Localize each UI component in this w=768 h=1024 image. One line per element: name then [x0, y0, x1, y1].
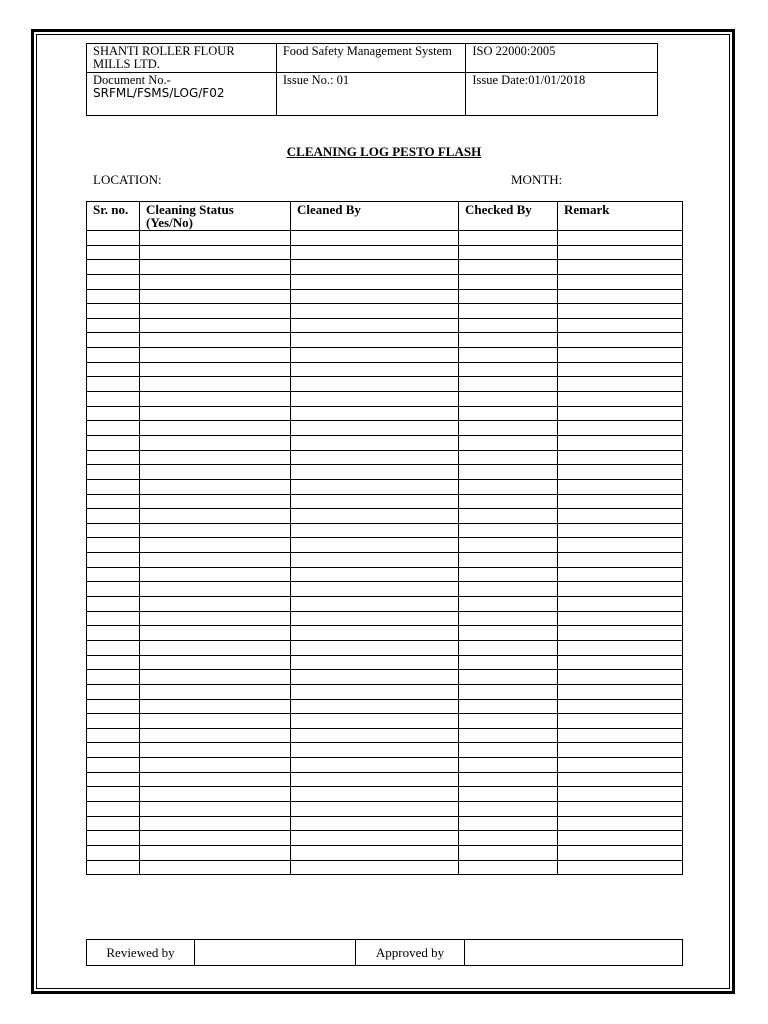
table-row	[87, 304, 683, 319]
table-cell[interactable]	[87, 728, 140, 743]
table-row	[87, 758, 683, 773]
table-cell[interactable]	[558, 684, 683, 699]
table-cell[interactable]	[558, 245, 683, 260]
table-cell[interactable]	[140, 509, 291, 524]
table-cell[interactable]	[140, 450, 291, 465]
table-cell[interactable]	[140, 553, 291, 568]
table-cell[interactable]	[558, 597, 683, 612]
table-cell[interactable]	[87, 772, 140, 787]
table-cell[interactable]	[558, 509, 683, 524]
table-cell[interactable]	[558, 274, 683, 289]
table-cell[interactable]	[140, 816, 291, 831]
table-cell[interactable]	[459, 274, 558, 289]
table-row	[87, 728, 683, 743]
issue-number: Issue No.: 01	[276, 73, 466, 116]
table-cell[interactable]	[291, 743, 459, 758]
table-cell[interactable]	[87, 787, 140, 802]
approval-table	[86, 939, 683, 966]
table-cell[interactable]	[459, 231, 558, 246]
table-cell[interactable]	[558, 845, 683, 860]
table-cell[interactable]	[140, 231, 291, 246]
table-cell[interactable]	[140, 523, 291, 538]
table-cell[interactable]	[87, 714, 140, 729]
table-row	[87, 699, 683, 714]
table-cell[interactable]	[140, 245, 291, 260]
table-cell[interactable]	[87, 289, 140, 304]
issue-date: Issue Date:01/01/2018	[466, 73, 658, 116]
table-cell[interactable]	[459, 406, 558, 421]
table-row	[87, 509, 683, 524]
table-cell[interactable]	[459, 860, 558, 875]
table-row	[87, 435, 683, 450]
table-cell[interactable]	[459, 801, 558, 816]
table-cell[interactable]	[558, 743, 683, 758]
table-cell[interactable]	[291, 494, 459, 509]
table-cell[interactable]	[140, 494, 291, 509]
table-cell[interactable]	[558, 816, 683, 831]
table-cell[interactable]	[87, 362, 140, 377]
table-cell[interactable]	[558, 699, 683, 714]
table-row	[87, 231, 683, 246]
table-cell[interactable]	[291, 304, 459, 319]
table-cell[interactable]	[87, 509, 140, 524]
table-cell[interactable]	[558, 640, 683, 655]
table-cell[interactable]	[558, 714, 683, 729]
table-cell[interactable]	[459, 640, 558, 655]
table-cell[interactable]	[558, 670, 683, 685]
column-header-checked-by: Checked By	[459, 202, 558, 231]
table-cell[interactable]	[459, 333, 558, 348]
table-cell[interactable]	[87, 626, 140, 641]
table-row	[87, 714, 683, 729]
table-cell[interactable]	[459, 626, 558, 641]
table-cell[interactable]	[291, 714, 459, 729]
table-cell[interactable]	[459, 684, 558, 699]
table-cell[interactable]	[291, 289, 459, 304]
table-cell[interactable]	[291, 801, 459, 816]
table-cell[interactable]	[140, 274, 291, 289]
table-cell[interactable]	[291, 816, 459, 831]
table-cell[interactable]	[291, 362, 459, 377]
table-cell[interactable]	[459, 655, 558, 670]
table-row	[87, 348, 683, 363]
table-cell[interactable]	[291, 348, 459, 363]
table-cell[interactable]	[140, 626, 291, 641]
table-cell[interactable]	[459, 582, 558, 597]
table-cell[interactable]	[558, 538, 683, 553]
table-cell[interactable]	[87, 611, 140, 626]
table-cell[interactable]	[558, 801, 683, 816]
table-cell[interactable]	[558, 377, 683, 392]
document-number-value: SRFML/FSMS/LOG/F02	[93, 86, 225, 100]
table-row	[87, 538, 683, 553]
table-cell[interactable]	[459, 479, 558, 494]
table-cell[interactable]	[87, 758, 140, 773]
table-cell[interactable]	[459, 245, 558, 260]
table-cell[interactable]	[459, 392, 558, 407]
table-cell[interactable]	[140, 860, 291, 875]
table-cell[interactable]	[459, 494, 558, 509]
table-cell[interactable]	[459, 845, 558, 860]
document-number-cell	[87, 73, 277, 116]
table-row	[87, 831, 683, 846]
table-cell[interactable]	[459, 772, 558, 787]
table-cell[interactable]	[558, 333, 683, 348]
standard-name: ISO 22000:2005	[466, 44, 658, 73]
table-cell[interactable]	[291, 582, 459, 597]
table-cell[interactable]	[558, 787, 683, 802]
table-cell[interactable]	[459, 450, 558, 465]
table-cell[interactable]	[140, 787, 291, 802]
table-cell[interactable]	[291, 333, 459, 348]
table-cell[interactable]	[87, 435, 140, 450]
table-cell[interactable]	[140, 465, 291, 480]
table-cell[interactable]	[140, 743, 291, 758]
table-cell[interactable]	[291, 465, 459, 480]
table-row	[87, 523, 683, 538]
table-row	[87, 450, 683, 465]
table-cell[interactable]	[459, 318, 558, 333]
table-cell[interactable]	[87, 245, 140, 260]
table-row	[87, 655, 683, 670]
table-row	[87, 274, 683, 289]
table-cell[interactable]	[87, 523, 140, 538]
table-cell[interactable]	[291, 845, 459, 860]
table-cell[interactable]	[291, 377, 459, 392]
table-cell[interactable]	[291, 553, 459, 568]
table-cell[interactable]	[459, 553, 558, 568]
table-row	[87, 845, 683, 860]
table-cell[interactable]	[140, 772, 291, 787]
table-cell[interactable]	[459, 743, 558, 758]
table-cell[interactable]	[291, 626, 459, 641]
table-cell[interactable]	[291, 538, 459, 553]
table-cell[interactable]	[558, 435, 683, 450]
table-cell[interactable]	[87, 743, 140, 758]
table-row	[87, 684, 683, 699]
table-cell[interactable]	[140, 538, 291, 553]
table-cell[interactable]	[459, 670, 558, 685]
table-cell[interactable]	[140, 728, 291, 743]
table-cell[interactable]	[558, 758, 683, 773]
approved-by-field[interactable]	[465, 940, 683, 966]
table-row	[87, 611, 683, 626]
table-cell[interactable]	[140, 699, 291, 714]
reviewed-by-field[interactable]	[195, 940, 356, 966]
location-label: LOCATION:	[93, 172, 162, 187]
column-header-cleaning-status: Cleaning Status (Yes/No)	[140, 202, 291, 231]
table-cell[interactable]	[291, 611, 459, 626]
table-cell[interactable]	[459, 538, 558, 553]
table-cell[interactable]	[87, 231, 140, 246]
table-cell[interactable]	[558, 465, 683, 480]
table-cell[interactable]	[87, 274, 140, 289]
table-cell[interactable]	[140, 392, 291, 407]
table-row	[87, 743, 683, 758]
table-cell[interactable]	[459, 787, 558, 802]
table-cell[interactable]	[87, 538, 140, 553]
table-row	[87, 582, 683, 597]
table-cell[interactable]	[558, 421, 683, 436]
table-cell[interactable]	[459, 304, 558, 319]
table-cell[interactable]	[87, 801, 140, 816]
table-cell[interactable]	[87, 260, 140, 275]
table-cell[interactable]	[291, 772, 459, 787]
table-cell[interactable]	[291, 640, 459, 655]
table-cell[interactable]	[140, 362, 291, 377]
table-cell[interactable]	[87, 304, 140, 319]
table-cell[interactable]	[459, 611, 558, 626]
table-cell[interactable]	[291, 523, 459, 538]
table-cell[interactable]	[291, 435, 459, 450]
table-cell[interactable]	[291, 787, 459, 802]
table-cell[interactable]	[87, 333, 140, 348]
table-cell[interactable]	[558, 494, 683, 509]
table-row	[87, 377, 683, 392]
table-cell[interactable]	[140, 670, 291, 685]
table-cell[interactable]	[140, 377, 291, 392]
table-cell[interactable]	[140, 597, 291, 612]
table-cell[interactable]	[291, 728, 459, 743]
table-cell[interactable]	[87, 684, 140, 699]
table-cell[interactable]	[87, 845, 140, 860]
table-row	[87, 289, 683, 304]
month-label: MONTH:	[511, 172, 563, 187]
table-row	[87, 670, 683, 685]
table-cell[interactable]	[87, 640, 140, 655]
table-row	[87, 421, 683, 436]
table-cell[interactable]	[87, 479, 140, 494]
table-cell[interactable]	[459, 260, 558, 275]
table-cell[interactable]	[291, 231, 459, 246]
table-cell[interactable]	[558, 260, 683, 275]
table-cell[interactable]	[291, 245, 459, 260]
table-cell[interactable]	[291, 699, 459, 714]
table-cell[interactable]	[459, 435, 558, 450]
table-cell[interactable]	[140, 640, 291, 655]
table-cell[interactable]	[140, 714, 291, 729]
table-row	[87, 772, 683, 787]
table-cell[interactable]	[558, 582, 683, 597]
table-cell[interactable]	[558, 553, 683, 568]
table-cell[interactable]	[140, 333, 291, 348]
table-cell[interactable]	[558, 479, 683, 494]
table-cell[interactable]	[87, 655, 140, 670]
table-cell[interactable]	[87, 377, 140, 392]
table-cell[interactable]	[140, 304, 291, 319]
table-cell[interactable]	[459, 289, 558, 304]
table-row	[87, 406, 683, 421]
table-cell[interactable]	[459, 831, 558, 846]
table-cell[interactable]	[291, 318, 459, 333]
table-cell[interactable]	[558, 231, 683, 246]
table-row	[87, 479, 683, 494]
table-cell[interactable]	[459, 714, 558, 729]
table-row	[87, 597, 683, 612]
table-cell[interactable]	[459, 465, 558, 480]
table-cell[interactable]	[291, 684, 459, 699]
table-cell[interactable]	[87, 348, 140, 363]
table-row	[87, 626, 683, 641]
table-cell[interactable]	[140, 831, 291, 846]
table-cell[interactable]	[558, 772, 683, 787]
table-cell[interactable]	[140, 611, 291, 626]
table-cell[interactable]	[140, 567, 291, 582]
approved-by-label: Approved by	[356, 940, 465, 966]
table-cell[interactable]	[459, 523, 558, 538]
table-cell[interactable]	[291, 758, 459, 773]
table-cell[interactable]	[558, 523, 683, 538]
table-cell[interactable]	[291, 567, 459, 582]
table-cell[interactable]	[140, 406, 291, 421]
column-header-cleaned-by: Cleaned By	[291, 202, 459, 231]
table-cell[interactable]	[140, 655, 291, 670]
table-cell[interactable]	[459, 758, 558, 773]
table-row	[87, 333, 683, 348]
table-cell[interactable]	[87, 831, 140, 846]
table-cell[interactable]	[558, 450, 683, 465]
table-cell[interactable]	[87, 318, 140, 333]
system-name: Food Safety Management System	[276, 44, 466, 73]
table-cell[interactable]	[140, 801, 291, 816]
table-cell[interactable]	[459, 348, 558, 363]
table-row	[87, 465, 683, 480]
table-row	[87, 553, 683, 568]
table-cell[interactable]	[558, 831, 683, 846]
table-cell[interactable]	[87, 450, 140, 465]
table-row	[87, 392, 683, 407]
table-cell[interactable]	[87, 465, 140, 480]
table-cell[interactable]	[87, 860, 140, 875]
table-cell[interactable]	[291, 406, 459, 421]
company-name: SHANTI ROLLER FLOUR MILLS LTD.	[87, 44, 277, 73]
table-row	[87, 787, 683, 802]
table-cell[interactable]	[291, 274, 459, 289]
table-cell[interactable]	[558, 304, 683, 319]
table-cell[interactable]	[87, 392, 140, 407]
column-header-sr-no: Sr. no.	[87, 202, 140, 231]
table-row	[87, 260, 683, 275]
table-cell[interactable]	[87, 553, 140, 568]
table-cell[interactable]	[558, 860, 683, 875]
table-cell[interactable]	[459, 377, 558, 392]
table-cell[interactable]	[87, 816, 140, 831]
table-cell[interactable]	[291, 509, 459, 524]
table-cell[interactable]	[87, 421, 140, 436]
table-cell[interactable]	[558, 348, 683, 363]
table-cell[interactable]	[87, 494, 140, 509]
table-cell[interactable]	[459, 421, 558, 436]
table-header-row	[87, 202, 683, 231]
table-row	[87, 801, 683, 816]
table-cell[interactable]	[558, 406, 683, 421]
table-cell[interactable]	[459, 816, 558, 831]
table-row	[87, 860, 683, 875]
table-cell[interactable]	[140, 435, 291, 450]
table-row	[87, 816, 683, 831]
document-number-label: Document No.-	[93, 73, 171, 87]
table-cell[interactable]	[558, 611, 683, 626]
table-cell[interactable]	[140, 845, 291, 860]
table-cell[interactable]	[140, 582, 291, 597]
table-cell[interactable]	[558, 318, 683, 333]
table-cell[interactable]	[558, 392, 683, 407]
table-row	[87, 494, 683, 509]
table-cell[interactable]	[459, 597, 558, 612]
table-cell[interactable]	[291, 597, 459, 612]
table-cell[interactable]	[459, 728, 558, 743]
table-cell[interactable]	[140, 318, 291, 333]
log-table-body	[87, 231, 683, 875]
reviewed-by-label: Reviewed by	[87, 940, 195, 966]
table-cell[interactable]	[87, 699, 140, 714]
table-cell[interactable]	[291, 670, 459, 685]
cleaning-log-table	[86, 201, 683, 875]
table-cell[interactable]	[140, 421, 291, 436]
table-cell[interactable]	[459, 567, 558, 582]
table-cell[interactable]	[558, 626, 683, 641]
table-cell[interactable]	[291, 860, 459, 875]
table-cell[interactable]	[558, 728, 683, 743]
table-cell[interactable]	[140, 289, 291, 304]
table-cell[interactable]	[140, 479, 291, 494]
table-cell[interactable]	[140, 684, 291, 699]
table-row	[87, 567, 683, 582]
table-cell[interactable]	[140, 758, 291, 773]
table-cell[interactable]	[291, 450, 459, 465]
column-header-remark: Remark	[558, 202, 683, 231]
table-cell[interactable]	[459, 699, 558, 714]
table-cell[interactable]	[87, 567, 140, 582]
table-row	[87, 362, 683, 377]
table-row	[87, 245, 683, 260]
table-cell[interactable]	[558, 655, 683, 670]
table-cell[interactable]	[459, 362, 558, 377]
table-row	[87, 318, 683, 333]
table-cell[interactable]	[140, 348, 291, 363]
table-cell[interactable]	[558, 362, 683, 377]
document-header-table	[86, 43, 658, 116]
table-cell[interactable]	[291, 421, 459, 436]
table-cell[interactable]	[87, 406, 140, 421]
table-cell[interactable]	[291, 831, 459, 846]
table-cell[interactable]	[291, 392, 459, 407]
table-cell[interactable]	[459, 509, 558, 524]
table-cell[interactable]	[291, 655, 459, 670]
table-cell[interactable]	[87, 582, 140, 597]
table-cell[interactable]	[87, 670, 140, 685]
table-cell[interactable]	[87, 597, 140, 612]
table-cell[interactable]	[291, 260, 459, 275]
table-cell[interactable]	[558, 567, 683, 582]
table-cell[interactable]	[140, 260, 291, 275]
table-cell[interactable]	[291, 479, 459, 494]
form-title: CLEANING LOG PESTO FLASH	[286, 144, 482, 159]
table-row	[87, 640, 683, 655]
table-cell[interactable]	[558, 289, 683, 304]
